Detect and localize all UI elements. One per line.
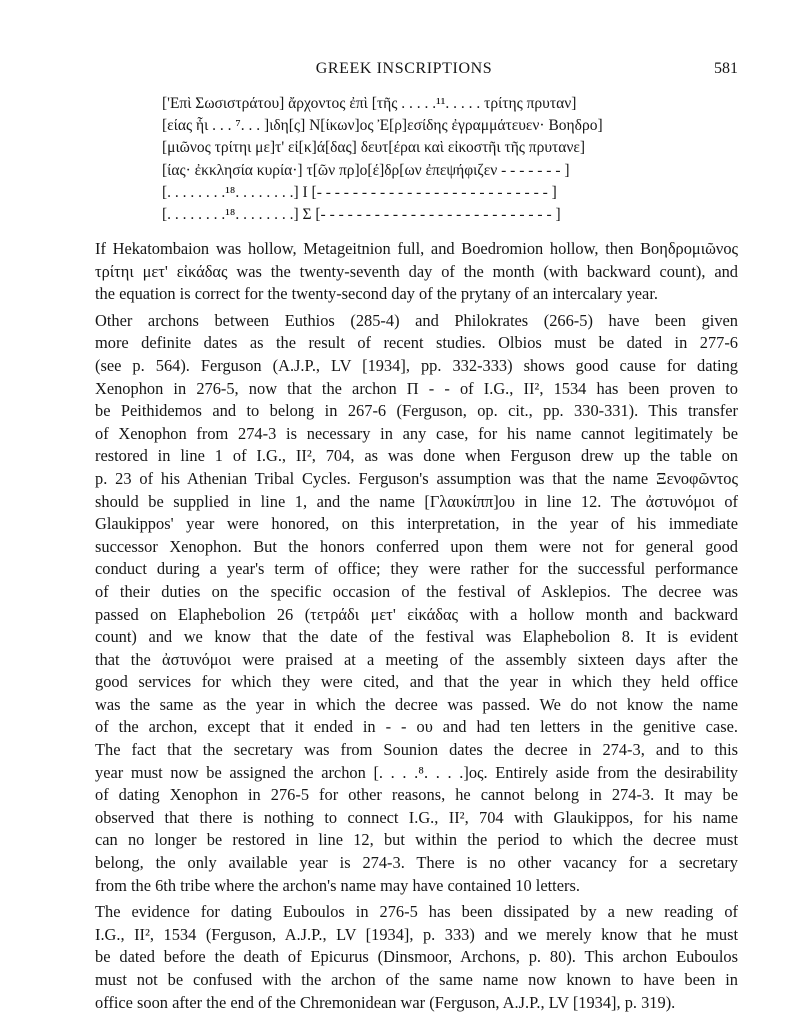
- text-line: τρίτηι μετ' εἰκάδας was the twenty-seventh day of the month (with backward count), and: [95, 261, 738, 281]
- text-line: passed on Elaphebolion 26 (τετράδι μετ' εἰκάδας with a hollow month and backward: [95, 604, 738, 624]
- text-line: restored in line 1 of I.G., II², 704, as was done when Ferguson drew up the table on: [95, 446, 738, 466]
- text-line: of their duties on the specific occasion of the festival of Asklepios. The decree was: [95, 581, 738, 601]
- paragraph: [70, 901, 738, 1014]
- running-title: GREEK INSCRIPTIONS: [315, 60, 493, 77]
- body-text: [70, 238, 738, 1018]
- text-line: from the 6th tribe where the archon's name may have contained 10 letters.: [95, 875, 580, 895]
- text-line: count) and we know that the date of the festival was Elaphebolion 8. It is evident: [95, 627, 738, 647]
- text-line: I.G., II², 1534 (Ferguson, A.J.P., LV [1934], p. 333) and we merely know that he must: [95, 924, 738, 944]
- inscription-line: [ίας· ἐκκλησία κυρία·] τ[ῶν πρ]ο[έ]δρ[ων ἐπεψήφιζεν - - - - - - - ]: [162, 161, 570, 179]
- text-line: be Peithidemos and to belong in 267-6 (Ferguson, op. cit., pp. 330-331). This transfer: [95, 401, 738, 421]
- text-line: Other archons between Euthios (285-4) and Philokrates (266-5) have been given: [95, 310, 738, 330]
- page-header: [70, 60, 738, 82]
- page-number: 581: [714, 60, 738, 77]
- inscription-line: [μιῶνος τρίτηι με]τ' εἰ[κ]ά[δας] δευτ[έραι καὶ εἰκοστῆι τῆς πρυτανε]: [162, 139, 586, 157]
- inscription-line: [. . . . . . . .¹⁸. . . . . . . .] Σ [- - - - - - - - - - - - - - - - - - - - - - - - - - ]: [162, 205, 561, 223]
- paragraph: [70, 310, 738, 897]
- text-line: of the archon, except that it ended in - - ου and had ten letters in the genitive case.: [95, 717, 738, 737]
- text-line: observed that there is nothing to connect I.G., II², 704 with Glaukippos, for his name: [95, 807, 738, 827]
- text-line: was the same as the year in which the decree was passed. We do not know the name: [95, 694, 738, 714]
- text-line: belong, the only available year is 274-3. There is no other vacancy for a secretary: [95, 853, 738, 873]
- text-line: successor Xenophon. But the honors conferred upon them were not for general good: [95, 536, 738, 556]
- text-line: The fact that the secretary was from Sounion dates the decree in 274-3, and to this: [95, 740, 738, 760]
- text-line: p. 23 of his Athenian Tribal Cycles. Ferguson's assumption was that the name Ξενοφῶντος: [95, 468, 738, 488]
- inscription-line: [είας ἧι . . . ⁷. . . ]ιδη[ς] Ν[ίκων]ος Ἐ[ρ]εσίδης ἐγραμμάτευεν· Βοηδρο]: [162, 117, 603, 135]
- text-line: (see p. 564). Ferguson (A.J.P., LV [1934], pp. 332-333) shows good cause for dating: [95, 355, 738, 375]
- text-line: of dating Xenophon in 276-5 for other reasons, he cannot belong in 274-3. It may be: [95, 785, 738, 805]
- text-line: good services for which they were cited, and that the year in which they held office: [95, 672, 738, 692]
- text-line: that the ἀστυνόμοι were praised at a meeting of the assembly sixteen days after the: [95, 649, 738, 669]
- text-line: office soon after the end of the Chremonidean war (Ferguson, A.J.P., LV [1934], p. 319).: [95, 992, 676, 1012]
- text-line: can no longer be restored in line 12, but within the period to which the decree must: [95, 830, 738, 850]
- text-line: of Xenophon from 274-3 is necessary in any case, for his name cannot legitimately be: [95, 423, 738, 443]
- paragraph: [70, 238, 738, 306]
- text-line: be dated before the death of Epicurus (Dinsmoor, Archons, p. 80). This archon Euboulos: [95, 947, 738, 967]
- inscription-text: [162, 93, 642, 226]
- text-line: Glaukippos' year were honored, on this interpretation, in the year of his immediate: [95, 514, 738, 534]
- inscription-line: [. . . . . . . .¹⁸. . . . . . . .] I [- - - - - - - - - - - - - - - - - - - - - - - - - - ]: [162, 183, 557, 201]
- text-line: year must now be assigned the archon [. . . .⁸. . . .]ος. Entirely aside from the desirability: [95, 762, 738, 782]
- text-line: conduct during a year's term of office; they were rather for the successful performance: [95, 559, 738, 579]
- text-line: more definite dates as the result of recent studies. Olbios must be dated in 277-6: [95, 333, 738, 353]
- text-line: must not be confused with the archon of the same name now known to have been in: [95, 970, 738, 989]
- text-line: If Hekatombaion was hollow, Metageitnion full, and Boedromion hollow, then Βοηδρομιῶνος: [95, 239, 738, 258]
- text-line: The evidence for dating Euboulos in 276-5 has been dissipated by a new reading of: [95, 902, 738, 922]
- text-line: should be supplied in line 1, and the name [Γλαυκίππ]ου in line 12. The ἀστυνόμοι of: [95, 491, 738, 511]
- text-line: Xenophon in 276-5, now that the archon Π - - of I.G., II², 1534 has been proven to: [95, 378, 738, 398]
- text-line: the equation is correct for the twenty-second day of the prytany of an intercalary year.: [95, 284, 658, 304]
- inscription-line: ['Επὶ Σωσιστράτου] ἄρχοντος ἐπὶ [τῆς . . . . .¹¹. . . . . τρίτης πρυταν]: [162, 95, 577, 112]
